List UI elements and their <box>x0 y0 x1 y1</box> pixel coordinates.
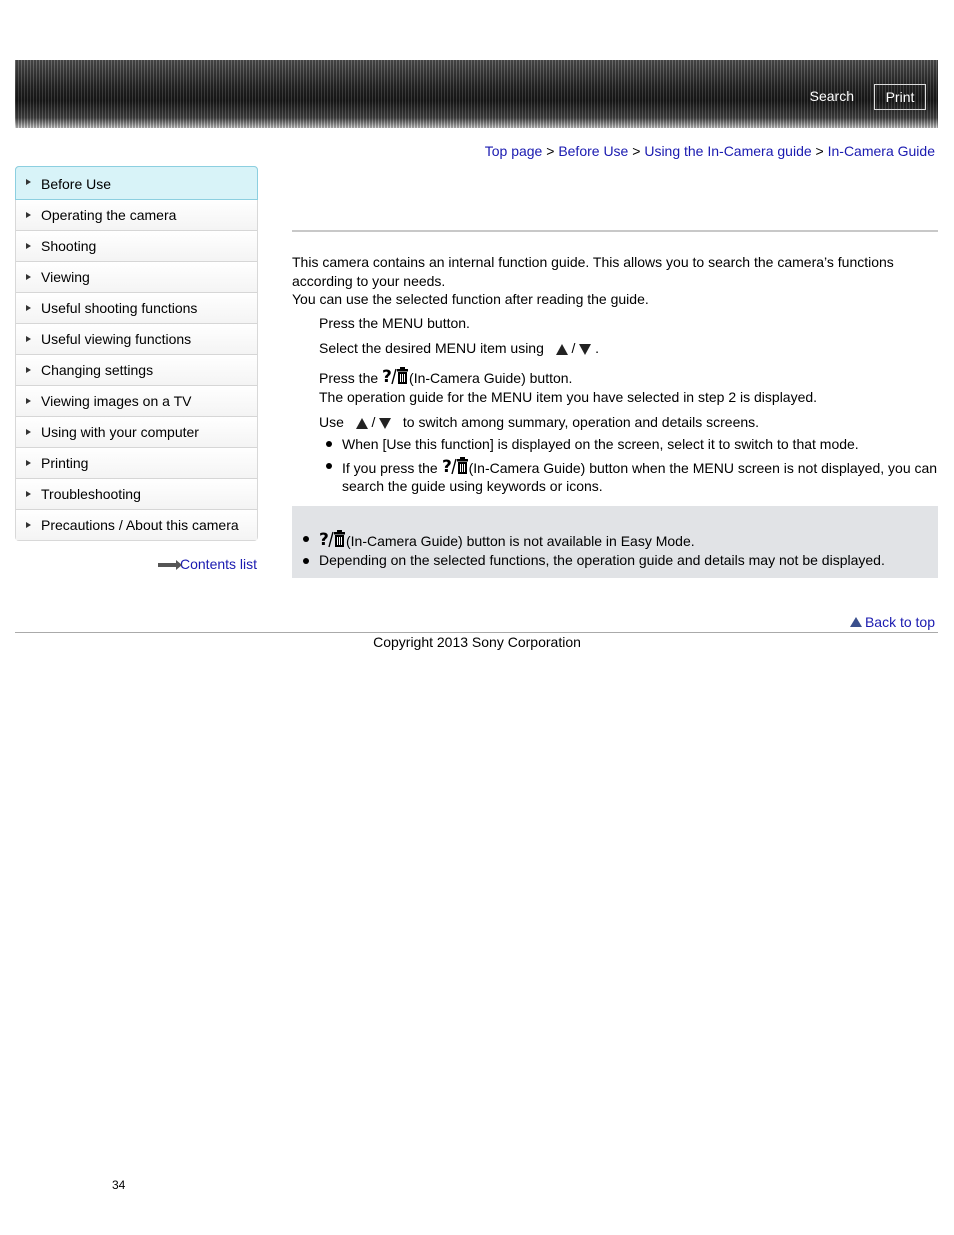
step-4-sep: / <box>371 414 376 430</box>
sidebar-nav <box>15 166 258 541</box>
in-camera-guide-icon <box>382 367 409 385</box>
header-banner <box>15 60 938 128</box>
print-button[interactable]: Print <box>874 84 926 110</box>
step-3-detail: The operation guide for the MENU item you have selected in step 2 is displayed. <box>319 388 818 405</box>
sidebar-item-label: Precautions / About this camera <box>41 517 239 533</box>
sidebar-item-operating-camera[interactable] <box>16 200 257 231</box>
chevron-right-icon <box>26 274 31 280</box>
sidebar-item-precautions[interactable] <box>16 510 257 540</box>
sidebar-item-label: Changing settings <box>41 362 154 378</box>
sidebar-item-label: Operating the camera <box>41 207 177 223</box>
down-arrow-icon <box>579 344 591 355</box>
step-2-text: Select the desired MENU item using <box>319 340 544 356</box>
step-1 <box>319 314 939 333</box>
up-arrow-icon <box>850 617 862 627</box>
sidebar-item-label: Shooting <box>41 238 97 254</box>
in-camera-guide-icon <box>442 457 469 475</box>
step-4-text-2: to switch among summary, operation and details screens. <box>402 414 760 430</box>
chevron-right-icon <box>26 460 31 466</box>
intro-text-2: You can use the selected function after reading the guide. <box>292 291 649 307</box>
arrow-right-icon <box>158 563 178 567</box>
step-2-sep: / <box>571 340 576 356</box>
sidebar-item-viewing[interactable] <box>16 262 257 293</box>
sidebar-item-useful-shooting[interactable] <box>16 293 257 324</box>
chevron-right-icon <box>26 398 31 404</box>
back-to-top-label: Back to top <box>864 614 935 630</box>
sidebar-item-computer[interactable] <box>16 417 257 448</box>
note-text: Depending on the selected functions, the operation guide and details may not be displayed. <box>319 552 885 568</box>
sidebar-item-shooting[interactable] <box>16 231 257 262</box>
breadcrumb-separator: > <box>811 143 828 159</box>
title-divider <box>292 230 938 232</box>
sidebar-item-troubleshooting[interactable] <box>16 479 257 510</box>
chevron-right-icon <box>26 243 31 249</box>
sidebar-item-useful-viewing[interactable] <box>16 324 257 355</box>
step-3-text-2: (In-Camera Guide) button. <box>409 370 573 386</box>
step-3-text: Press the <box>319 370 379 386</box>
step-2 <box>319 339 939 358</box>
chevron-right-icon <box>26 522 31 528</box>
contents-list-label: Contents list <box>180 556 258 572</box>
bullet-text: If you press the <box>342 459 438 476</box>
sidebar-item-viewing-tv[interactable] <box>16 386 257 417</box>
breadcrumb-separator: > <box>542 143 559 159</box>
step-1-text: Press the MENU button. <box>319 315 470 331</box>
main-content <box>292 253 938 494</box>
chevron-right-icon <box>26 179 31 185</box>
svg-text:?: ? <box>441 456 452 475</box>
sidebar-item-before-use[interactable] <box>15 166 258 200</box>
chevron-right-icon <box>26 491 31 497</box>
up-arrow-icon <box>556 344 568 355</box>
note-text: (In-Camera Guide) button is not available in Easy Mode. <box>346 533 695 549</box>
up-arrow-icon <box>356 418 368 429</box>
sidebar-item-changing-settings[interactable] <box>16 355 257 386</box>
in-camera-guide-icon <box>319 530 346 548</box>
bullet-text: When [Use this function] is displayed on the screen, select it to switch to that mode. <box>342 436 859 452</box>
breadcrumb-using-guide[interactable]: Using the In-Camera guide <box>644 143 812 159</box>
breadcrumb-in-camera-guide[interactable]: In-Camera Guide <box>827 143 935 159</box>
breadcrumb <box>485 143 935 159</box>
sidebar-item-label: Useful shooting functions <box>41 300 198 316</box>
sidebar-item-label: Troubleshooting <box>41 486 141 502</box>
chevron-right-icon <box>26 212 31 218</box>
page-number: 34 <box>112 1178 126 1192</box>
svg-text:?: ? <box>382 367 392 385</box>
sidebar-item-printing[interactable] <box>16 448 257 479</box>
back-to-top-link[interactable] <box>850 614 935 630</box>
chevron-right-icon <box>26 336 31 342</box>
sidebar-item-label: Printing <box>41 455 89 471</box>
footer-divider <box>15 632 938 633</box>
contents-list-link[interactable] <box>158 556 257 572</box>
intro-text: This camera contains an internal function guide. This allows you to search the camera’s functions according to your needs. <box>292 254 894 289</box>
chevron-right-icon <box>26 367 31 373</box>
note-item <box>296 552 939 568</box>
breadcrumb-before-use[interactable]: Before Use <box>558 143 629 159</box>
breadcrumb-top-page[interactable]: Top page <box>484 143 543 159</box>
copyright-text: Copyright 2013 Sony Corporation <box>373 634 581 650</box>
svg-text:?: ? <box>319 530 329 548</box>
step-2-end: . <box>595 340 599 356</box>
list-item <box>319 457 939 496</box>
chevron-right-icon <box>26 429 31 435</box>
sidebar-item-label: Before Use <box>41 176 112 192</box>
note-box <box>292 506 938 578</box>
breadcrumb-separator: > <box>628 143 645 159</box>
bullet-text-2: (In-Camera Guide) button when the MENU screen is not displayed, you can search the guide using keywords or icons. <box>342 459 938 494</box>
chevron-right-icon <box>26 305 31 311</box>
list-item <box>319 435 939 454</box>
sidebar-item-label: Using with your computer <box>41 424 199 440</box>
sidebar-item-label: Viewing images on a TV <box>41 393 192 409</box>
step-4 <box>319 413 939 432</box>
step-4-text: Use <box>319 414 344 430</box>
step-4-bullets <box>319 435 939 496</box>
step-3 <box>319 367 939 406</box>
search-button[interactable]: Search <box>809 88 854 104</box>
sidebar-item-label: Useful viewing functions <box>41 331 192 347</box>
down-arrow-icon <box>379 418 391 429</box>
sidebar-item-label: Viewing <box>41 269 90 285</box>
note-item <box>296 530 939 549</box>
